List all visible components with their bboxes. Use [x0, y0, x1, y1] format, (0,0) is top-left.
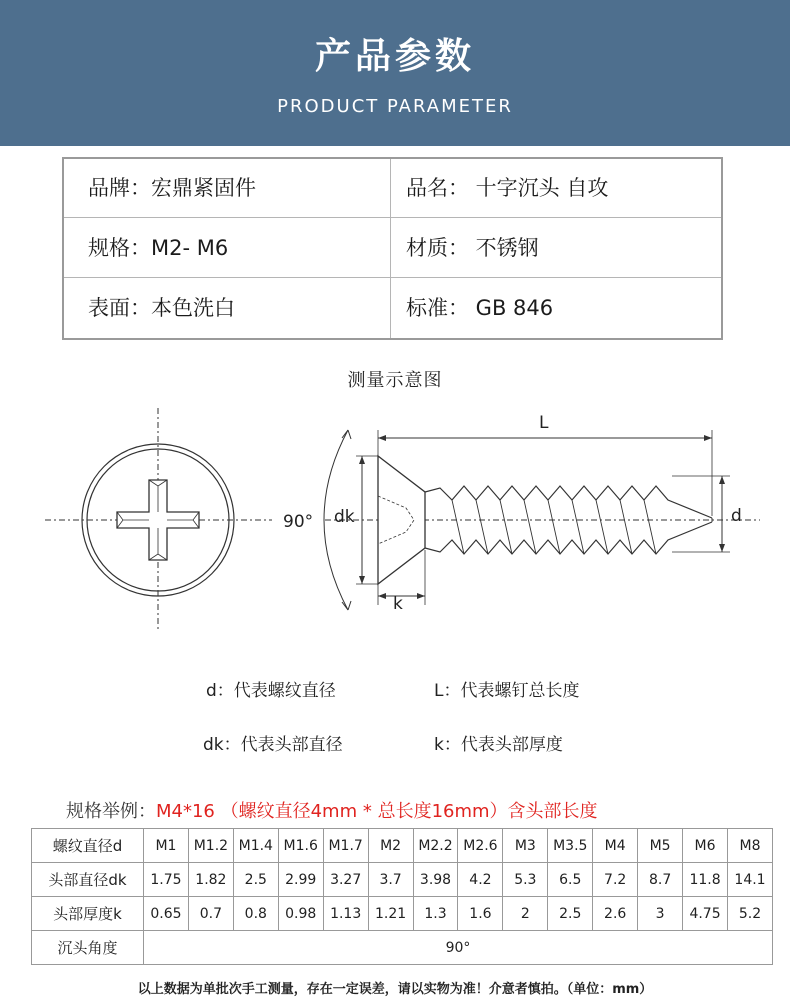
table-cell: 5.3	[503, 863, 548, 897]
table-cell: 2	[503, 897, 548, 931]
table-cell: 1.3	[413, 897, 458, 931]
spec-example-label: 规格举例：	[66, 801, 156, 822]
table-cell: 2.6	[593, 897, 638, 931]
table-cell: 3.98	[413, 863, 458, 897]
page-subtitle: PRODUCT PARAMETER	[277, 96, 513, 117]
parameter-table	[62, 157, 723, 340]
dk-label: dk	[334, 507, 355, 527]
table-cell: 0.98	[278, 897, 323, 931]
table-cell: 2.5	[548, 897, 593, 931]
measurement-diagram	[0, 400, 790, 630]
row-header-head-diameter: 头部直径dk	[32, 863, 144, 897]
table-cell: M2.2	[413, 829, 458, 863]
parameter-row	[64, 279, 721, 338]
spec-example-value: M4*16 （螺纹直径4mm * 总长度16mm）含头部长度	[156, 801, 598, 822]
legend-L: L：代表螺钉总长度	[434, 681, 580, 701]
table-cell: 8.7	[638, 863, 683, 897]
table-cell: M1.7	[323, 829, 368, 863]
table-cell: 0.7	[188, 897, 233, 931]
table-cell: 1.75	[144, 863, 189, 897]
dimension-table	[31, 828, 773, 965]
legend-dk: dk：代表头部直径	[203, 735, 343, 755]
table-cell: 7.2	[593, 863, 638, 897]
table-row	[32, 829, 773, 863]
table-row	[32, 931, 773, 965]
table-cell: 1.21	[368, 897, 413, 931]
table-cell: M1.6	[278, 829, 323, 863]
table-cell: 5.2	[727, 897, 772, 931]
spec-example	[66, 797, 598, 823]
table-row	[32, 863, 773, 897]
row-header-countersink-angle: 沉头角度	[32, 931, 144, 965]
table-cell: M1.4	[233, 829, 278, 863]
table-cell: 2.99	[278, 863, 323, 897]
table-cell: M4	[593, 829, 638, 863]
thickness-label: k	[393, 594, 403, 614]
diagram-title: 测量示意图	[347, 370, 443, 391]
table-cell: 11.8	[683, 863, 728, 897]
table-cell: 2.5	[233, 863, 278, 897]
length-label: L	[539, 413, 549, 433]
table-cell: M8	[727, 829, 772, 863]
footer-note: 以上数据为单批次手工测量，存在一定误差，请以实物为准！介意者慎拍。（单位：mm）	[137, 982, 653, 997]
table-cell: 3	[638, 897, 683, 931]
parameter-row	[64, 219, 721, 278]
table-cell: 4.75	[683, 897, 728, 931]
table-cell: 1.13	[323, 897, 368, 931]
param-spec: 规格：M2- M6	[88, 236, 229, 260]
table-cell: M3.5	[548, 829, 593, 863]
table-cell: M2.6	[458, 829, 503, 863]
table-cell: 6.5	[548, 863, 593, 897]
row-header-head-thickness: 头部厚度k	[32, 897, 144, 931]
angle-label: 90°	[283, 512, 314, 532]
legend-d: d：代表螺纹直径	[206, 681, 336, 701]
legend-k: k：代表头部厚度	[434, 735, 563, 755]
table-cell: 14.1	[727, 863, 772, 897]
countersink-angle-value: 90°	[144, 931, 773, 965]
param-standard: 标准： GB 846	[406, 296, 554, 320]
table-cell: M6	[683, 829, 728, 863]
param-material: 材质： 不锈钢	[406, 236, 539, 260]
parameter-row	[64, 159, 721, 218]
param-surface: 表面：本色洗白	[88, 296, 235, 320]
table-cell: 0.65	[144, 897, 189, 931]
table-cell: 0.8	[233, 897, 278, 931]
table-cell: 4.2	[458, 863, 503, 897]
table-cell: M3	[503, 829, 548, 863]
table-cell: 1.82	[188, 863, 233, 897]
param-brand: 品牌：宏鼎紧固件	[88, 176, 256, 200]
table-cell: M1	[144, 829, 189, 863]
page-title: 产品参数	[314, 36, 475, 77]
table-cell: 3.27	[323, 863, 368, 897]
table-cell: M2	[368, 829, 413, 863]
row-header-thread-diameter: 螺纹直径d	[32, 829, 144, 863]
screw-head-top-view	[45, 408, 272, 630]
table-cell: 1.6	[458, 897, 503, 931]
param-product-name: 品名： 十字沉头 自攻	[406, 176, 609, 200]
table-cell: M5	[638, 829, 683, 863]
table-row	[32, 897, 773, 931]
table-cell: M1.2	[188, 829, 233, 863]
header-banner	[0, 0, 790, 146]
table-cell: 3.7	[368, 863, 413, 897]
screw-side-view	[324, 430, 760, 610]
diameter-label: d	[731, 506, 742, 526]
